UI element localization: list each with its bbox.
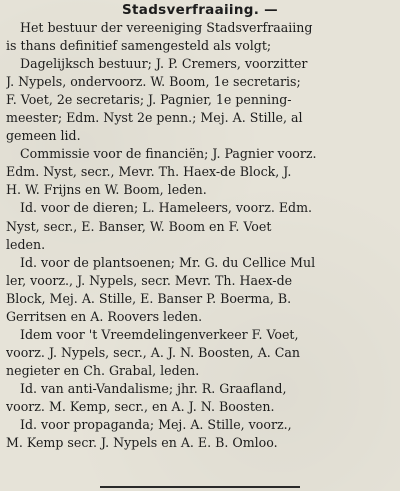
article-paragraph: [6, 326, 394, 380]
article-line: Id. van anti-Vandalisme; jhr. R. Graafland,: [20, 380, 287, 396]
article-line: Id. voor de plantsoenen; Mr. G. du Cellice Mul: [20, 254, 316, 270]
article-line: Nyst, secr., E. Banser, W. Boom en F. Voet: [6, 218, 272, 234]
article-line: F. Voet, 2e secretaris; J. Pagnier, 1e penning-: [6, 92, 292, 108]
article-line: ler, voorz., J. Nypels, secr. Mevr. Th. Haex-de: [6, 272, 293, 288]
article-line: negieter en Ch. Grabal, leden.: [6, 362, 200, 378]
closing-rule: [100, 486, 300, 488]
article-paragraph: [6, 199, 394, 253]
article-line: Dagelijksch bestuur; J. P. Cremers, voorzitter: [20, 56, 308, 72]
article-line: Block, Mej. A. Stille, E. Banser P. Boerma, B.: [6, 290, 292, 306]
article-line: J. Nypels, ondervoorz. W. Boom, 1e secretaris;: [6, 74, 301, 90]
article-line: H. W. Frijns en W. Boom, leden.: [6, 182, 207, 198]
article-line: voorz. J. Nypels, secr., A. J. N. Boosten, A. Can: [6, 344, 301, 360]
article-line: Gerritsen en A. Roovers leden.: [6, 308, 203, 324]
article-line: Id. voor propaganda; Mej. A. Stille, voorz.,: [20, 417, 292, 433]
article-paragraph: [6, 416, 394, 452]
article-line: M. Kemp secr. J. Nypels en A. E. B. Omloo.: [6, 435, 278, 451]
article-body: [6, 19, 394, 452]
article-paragraph: [6, 19, 394, 55]
article-line: gemeen lid.: [6, 128, 81, 144]
article-line: leden.: [6, 236, 46, 252]
article-line: Idem voor 't Vreemdelingenverkeer F. Voet,: [20, 326, 299, 342]
article-paragraph: [6, 380, 394, 416]
article-paragraph: [6, 55, 394, 145]
article-line: Het bestuur der vereeniging Stadsverfraaiing: [20, 20, 313, 35]
article-paragraph: [6, 145, 394, 199]
article-line: Edm. Nyst, secr., Mevr. Th. Haex-de Block, J.: [6, 164, 292, 180]
article-line: Id. voor de dieren; L. Hameleers, voorz. Edm.: [20, 200, 313, 216]
article-line: is thans definitief samengesteld als volgt;: [6, 38, 272, 54]
article-line: voorz. M. Kemp, secr., en A. J. N. Boosten.: [6, 398, 275, 414]
article-line: meester; Edm. Nyst 2e penn.; Mej. A. Stille, al: [6, 110, 303, 126]
article-heading: Stadsverfraaiing. —: [122, 2, 278, 18]
article-line: Commissie voor de financiën; J. Pagnier voorz.: [20, 146, 317, 162]
article-paragraph: [6, 254, 394, 326]
